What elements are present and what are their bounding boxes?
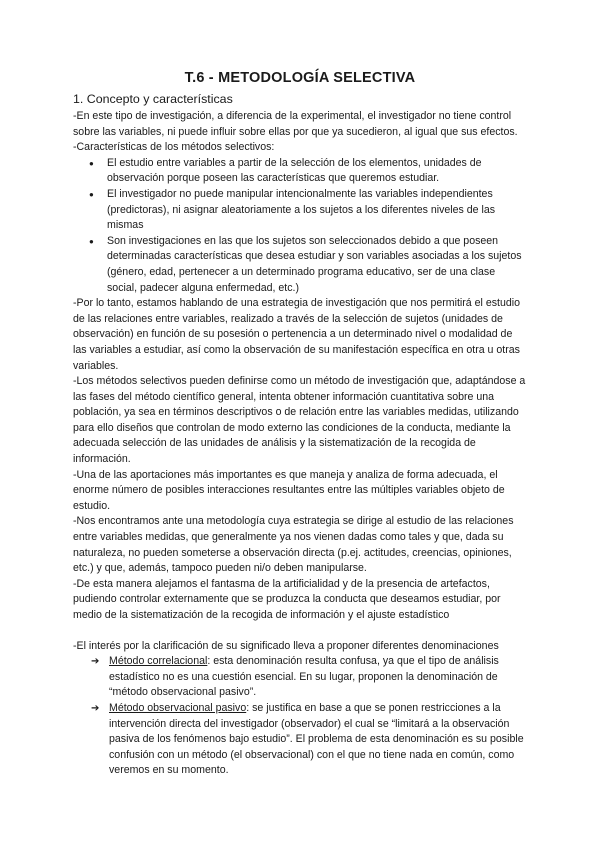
- bullet-item: ● El estudio entre variables a partir de la selección de los elementos, unidades de observación porque poseen las características que queremos estudiar.: [73, 156, 528, 187]
- body-paragraph: -Por lo tanto, estamos hablando de una estrategia de investigación que nos permitirá el estudio de las relaciones entre variables, realizado a través de la selección de sujetos (unidades de observación) en función de su posesión o pertenencia a un determinado nivel o modalidad de las variables a estudiar, así como la observación de su manifestación específica en otra u otras variables.: [73, 297, 520, 372]
- document-body: [73, 91, 528, 779]
- bullet-item: ● El investigador no puede manipular intencionalmente las variables independientes (predictoras), ni asignar aleatoriamente a los sujetos a los diferentes niveles de las mismas: [73, 187, 528, 234]
- arrow-right-icon: ➔: [91, 656, 100, 668]
- term-description: : se justifica en base a que se ponen restricciones a la intervención directa del investigador (observador) el cual se “limitará a la observación pasiva de los fenómenos bajo estudio”. El problema de esta denominación es su posible confusión con un método (el observacional) con el que no tiene nada en común, como veremos en su momento.: [109, 701, 524, 777]
- section-heading: 1. Concepto y características: [73, 92, 233, 106]
- body-paragraph: -Nos encontramos ante una metodología cuya estrategia se dirige al estudio de las relaciones entre variables medidas, que generalmente ya nos vienen dadas como tales y que, dada su naturaleza, no pueden someterse a observación directa (p.ej. actitudes, creencias, opiniones, etc.) y que, además, tampoco pueden ni/o deben manipularse.: [73, 515, 514, 575]
- document-title: T.6 - METODOLOGÍA SELECTIVA: [184, 70, 416, 86]
- denominations-intro: -El interés por la clarificación de su significado lleva a proponer diferentes denominaciones: [73, 639, 499, 652]
- intro-paragraph: -En este tipo de investigación, a diferencia de la experimental, el investigador no tiene control sobre las variables, ni puede influir sobre ellas por que ya sucedieron, al igual que sus efectos.: [73, 110, 518, 138]
- arrow-item: [73, 701, 528, 779]
- denominations-list: [73, 654, 528, 779]
- term-description: : esta denominación resulta confusa, ya que el tipo de análisis estadístico no es una cuestión esencial. En su lugar, proponen la denominación de “método observacional pasivo”.: [109, 655, 499, 699]
- arrow-item: [73, 654, 528, 701]
- bullet-item: ● Son investigaciones en las que los sujetos son seleccionados debido a que poseen determinadas características que desea estudiar y son variables asociadas a los sujetos (género, edad, pertenecer a un determinado programa educativo, ser de una clase social, padecer alguna enfermedad, etc.): [73, 234, 528, 296]
- body-paragraph: -Una de las aportaciones más importantes es que maneja y analiza de forma adecuada, el enorme número de posibles interacciones resultantes entre las múltiples variables objeto de estudio.: [73, 468, 505, 512]
- body-paragraph: -Los métodos selectivos pueden definirse como un método de investigación que, adaptándose a las fases del método científico general, intenta obtener información cuantitativa sobre una población, ya sea en términos descriptivos o de relación entre las variables medidas, utilizando para ello diseños que controlan de modo externo las condiciones de la conducta, mediante la adecuada selección de las unidades de análisis y la sistematización de la recogida de información.: [73, 375, 526, 466]
- term-correlacional: Método correlacional: [109, 655, 208, 668]
- characteristics-heading: -Características de los métodos selectivos:: [73, 141, 275, 154]
- paragraph-spacer: [73, 624, 528, 639]
- body-paragraph: -De esta manera alejamos el fantasma de la artificialidad y de la presencia de artefactos, pudiendo controlar externamente que se produzca la conducta que deseamos estudiar, por medio de la sistematización de la recogida de información y el ajuste estadístico: [73, 577, 501, 621]
- characteristics-list: [73, 156, 528, 296]
- term-observacional-pasivo: Método observacional pasivo: [109, 701, 247, 714]
- arrow-right-icon: ➔: [91, 702, 100, 714]
